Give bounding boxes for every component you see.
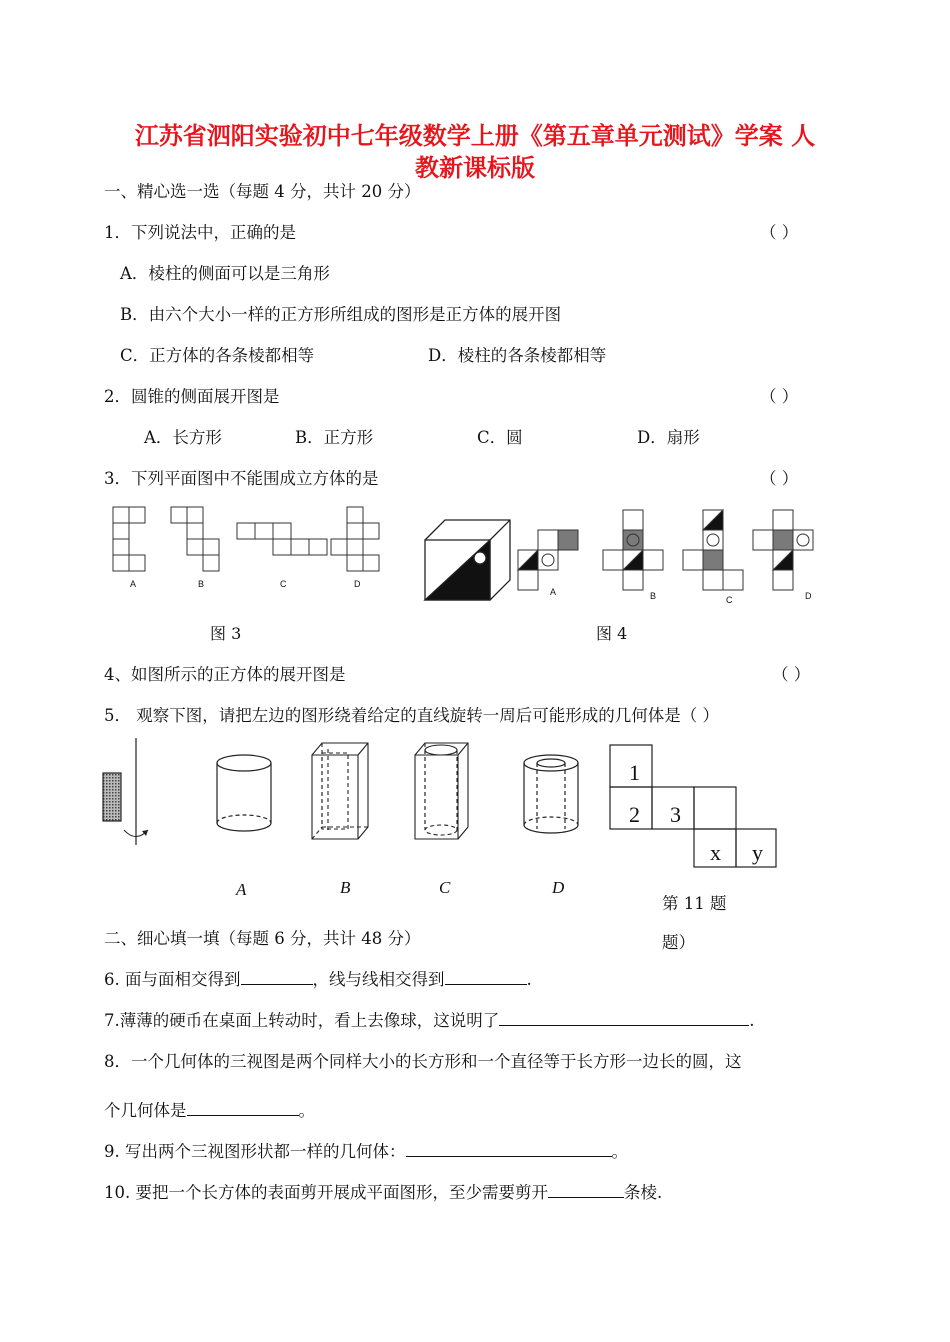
net-cell-3: 3 [670, 802, 681, 827]
q8-text-a: 个几何体是 [104, 1101, 187, 1120]
fig5-label-a: A [236, 880, 247, 899]
q2-stem: 2．圆锥的侧面展开图是 [104, 387, 280, 406]
q6-blank-2[interactable] [445, 970, 527, 985]
q9-blank[interactable] [406, 1142, 612, 1157]
q7 [104, 1007, 755, 1031]
q6-blank-1[interactable] [241, 970, 313, 985]
q2-paren: （ ） [760, 387, 799, 406]
fig4-label-a: A [550, 587, 557, 597]
fig11-caption-line1: 第 11 题 [662, 894, 727, 913]
q9-text-a: 9. 写出两个三视图形状都一样的几何体： [104, 1142, 406, 1161]
page-title-line2: 教新课标版 [415, 153, 535, 182]
fig4-caption: 图 4 [596, 624, 628, 643]
net-cell-1: 1 [629, 760, 640, 785]
q2-option-a: A．长方形 [144, 428, 222, 447]
q8-line1: 8．一个几何体的三视图是两个同样大小的长方形和一个直径等于长方形一边长的圆，这 [104, 1052, 742, 1071]
q6-text-a: 6. 面与面相交得到 [104, 970, 241, 989]
net-cell-y: y [752, 840, 763, 865]
q10-blank[interactable] [548, 1183, 624, 1198]
q10 [104, 1179, 662, 1203]
fig4-label-b: B [650, 591, 657, 601]
q1-stem: 1．下列说法中，正确的是 [104, 223, 296, 242]
q7-text-a: 7.薄薄的硬币在桌面上转动时，看上去像球，这说明了 [104, 1011, 500, 1030]
fig5-label-c: C [439, 878, 451, 897]
q6-text-b: ，线与线相交得到 [312, 970, 445, 989]
q6-text-c: . [526, 970, 532, 989]
q4-paren: （ ） [772, 665, 811, 684]
q2-option-d: D．扇形 [637, 428, 700, 447]
q2-option-c: C．圆 [477, 428, 523, 447]
q9 [104, 1138, 628, 1162]
q4-stem: 4、如图所示的正方体的展开图是 [104, 665, 346, 684]
q10-text-a: 10. 要把一个长方体的表面剪开展成平面图形，至少需要剪开 [104, 1183, 548, 1202]
q1-paren: （ ） [760, 223, 799, 242]
fig5-label-d: D [552, 878, 565, 897]
section1-heading: 一、精心选一选（每题 4 分，共计 20 分） [104, 182, 421, 201]
q9-text-c: 。 [611, 1142, 628, 1161]
q2-option-b: B．正方形 [295, 428, 374, 447]
q8-text-c: 。 [298, 1101, 315, 1120]
fig3-caption: 图 3 [210, 624, 242, 643]
q7-blank[interactable] [499, 1011, 749, 1026]
fig4-label-c: C [726, 595, 733, 605]
q6 [104, 966, 532, 990]
q10-text-b: 条棱. [624, 1183, 663, 1202]
fig3-label-c: C [280, 579, 287, 589]
fig4-label-d: D [805, 591, 812, 601]
net-cell-x: x [710, 840, 721, 865]
fig11-caption-line2: 题） [662, 933, 695, 952]
q7-text-c: . [749, 1011, 755, 1030]
q1-option-b: B．由六个大小一样的正方形所组成的图形是正方体的展开图 [120, 305, 562, 324]
fig3-label-d: D [354, 579, 361, 589]
figure-4-cube-nets [420, 510, 840, 620]
q8-blank[interactable] [187, 1101, 299, 1116]
q3-stem: 3．下列平面图中不能围成立方体的是 [104, 469, 379, 488]
q5-stem: 5． 观察下图，请把左边的图形绕着给定的直线旋转一周后可能形成的几何体是（ ） [104, 706, 719, 725]
q3-paren: （ ） [760, 469, 799, 488]
q1-option-d: D．棱柱的各条棱都相等 [428, 346, 607, 365]
q8-line2 [104, 1097, 315, 1121]
figure-5-rotation-solids [100, 735, 600, 855]
page-title-line1: 江苏省泗阳实验初中七年级数学上册《第五章单元测试》学案 人 [134, 121, 816, 150]
fig3-label-b: B [198, 579, 205, 589]
fig3-label-a: A [130, 579, 137, 589]
q1-option-c: C．正方体的各条棱都相等 [120, 346, 315, 365]
fig5-label-b: B [340, 878, 351, 897]
net-cell-2: 2 [629, 802, 640, 827]
q1-option-a: A．棱柱的侧面可以是三角形 [120, 264, 330, 283]
section2-heading: 二、细心填一填（每题 6 分，共计 48 分） [104, 929, 421, 948]
